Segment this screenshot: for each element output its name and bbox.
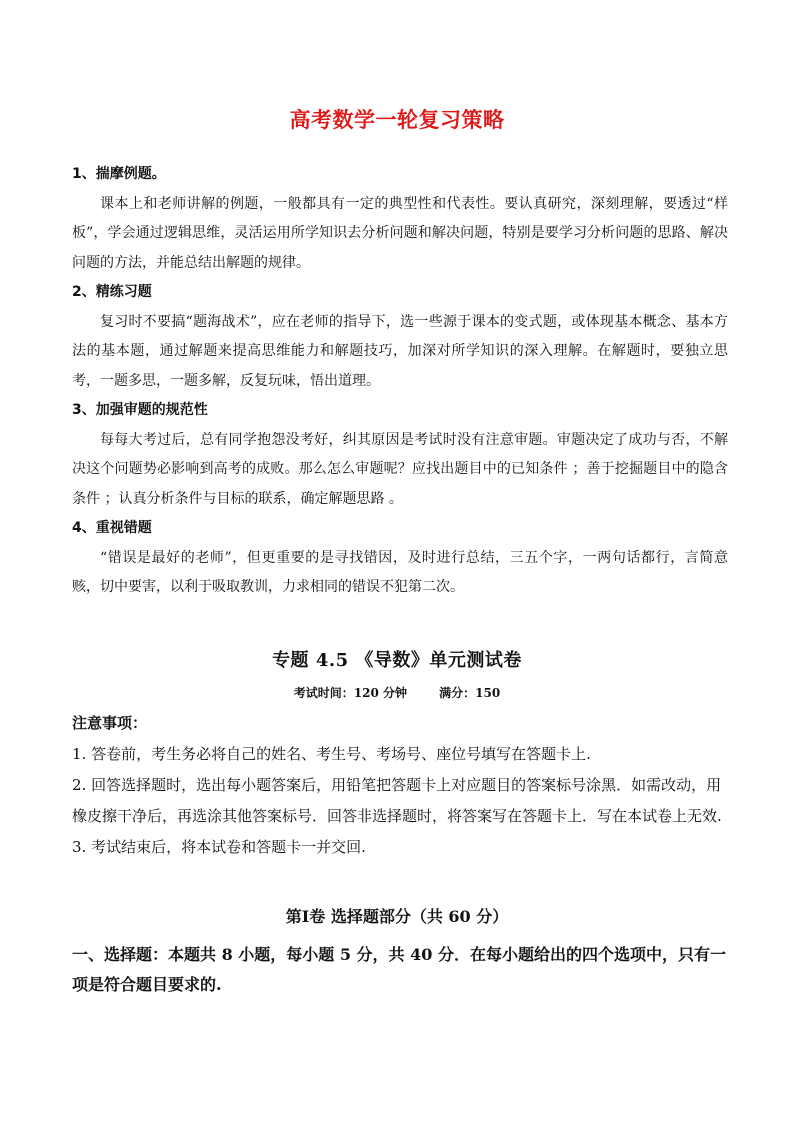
exam-score: 满分：150 xyxy=(439,686,501,700)
strategy-heading-4: 4、重视错题 xyxy=(72,520,152,536)
strategy-heading-1: 1、揣摩例题。 xyxy=(72,166,166,182)
section-title: 第Ⅰ卷 选择题部分（共 60 分） xyxy=(285,907,509,926)
note-item-3: 3. 考试结束后，将本试卷和答题卡一并交回. xyxy=(72,838,366,856)
exam-title: 专题 4.5 《导数》单元测试卷 xyxy=(272,650,522,671)
strategy-body-1: 课本上和老师讲解的例题，一般都具有一定的典型性和代表性。要认真研究，深刻理解，要透过“样板”，学会通过逻辑思维，灵活运用所学知识去分析问题和解决问题，特别是要学习分析问题的思路、解决问题的方法，并能总结出解题的规律。 xyxy=(72,195,728,271)
exam-meta xyxy=(0,684,794,701)
strategy-body-4: “错误是最好的老师”，但更重要的是寻找错因，及时进行总结，三五个字，一两句话都行，言简意赅，切中要害，以利于吸取教训，力求相同的错误不犯第二次。 xyxy=(72,549,728,595)
strategy-body-3: 每每大考过后，总有同学抱怨没考好，纠其原因是考试时没有注意审题。审题决定了成功与否，不解决这个问题势必影响到高考的成败。那么怎么审题呢？应找出题目中的已知条件 ；善于挖掘题目中的隐含条件 ；认真分析条件与目标的联系，确定解题思路 。 xyxy=(72,431,728,507)
note-item-1: 1. 答卷前，考生务必将自己的姓名、考生号、考场号、座位号填写在答题卡上. xyxy=(72,745,591,763)
strategy-heading-2: 2、精练习题 xyxy=(72,284,152,300)
strategy-body-2: 复习时不要搞“题海战术”，应在老师的指导下，选一些源于课本的变式题，或体现基本概念、基本方法的基本题，通过解题来提高思维能力和解题技巧，加深对所学知识的深入理解。在解题时，要独立思考，一题多思，一题多解，反复玩味，悟出道理。 xyxy=(72,313,728,389)
exam-time: 考试时间：120 分钟 xyxy=(293,686,407,700)
question-intro: 一、选择题：本题共 8 小题，每小题 5 分，共 40 分．在每小题给出的四个选项中，只有一项是符合题目要求的. xyxy=(72,945,726,994)
note-item-2: 2. 回答选择题时，选出每小题答案后，用铅笔把答题卡上对应题目的答案标号涂黑．如需改动，用橡皮擦干净后，再选涂其他答案标号．回答非选择题时，将答案写在答题卡上．写在本试卷上无效. xyxy=(72,776,722,825)
notes-heading: 注意事项： xyxy=(72,714,148,732)
strategy-heading-3: 3、加强审题的规范性 xyxy=(72,402,208,418)
notes-section xyxy=(72,708,728,863)
document-title: 高考数学一轮复习策略 xyxy=(289,108,505,132)
strategy-section xyxy=(72,160,728,603)
